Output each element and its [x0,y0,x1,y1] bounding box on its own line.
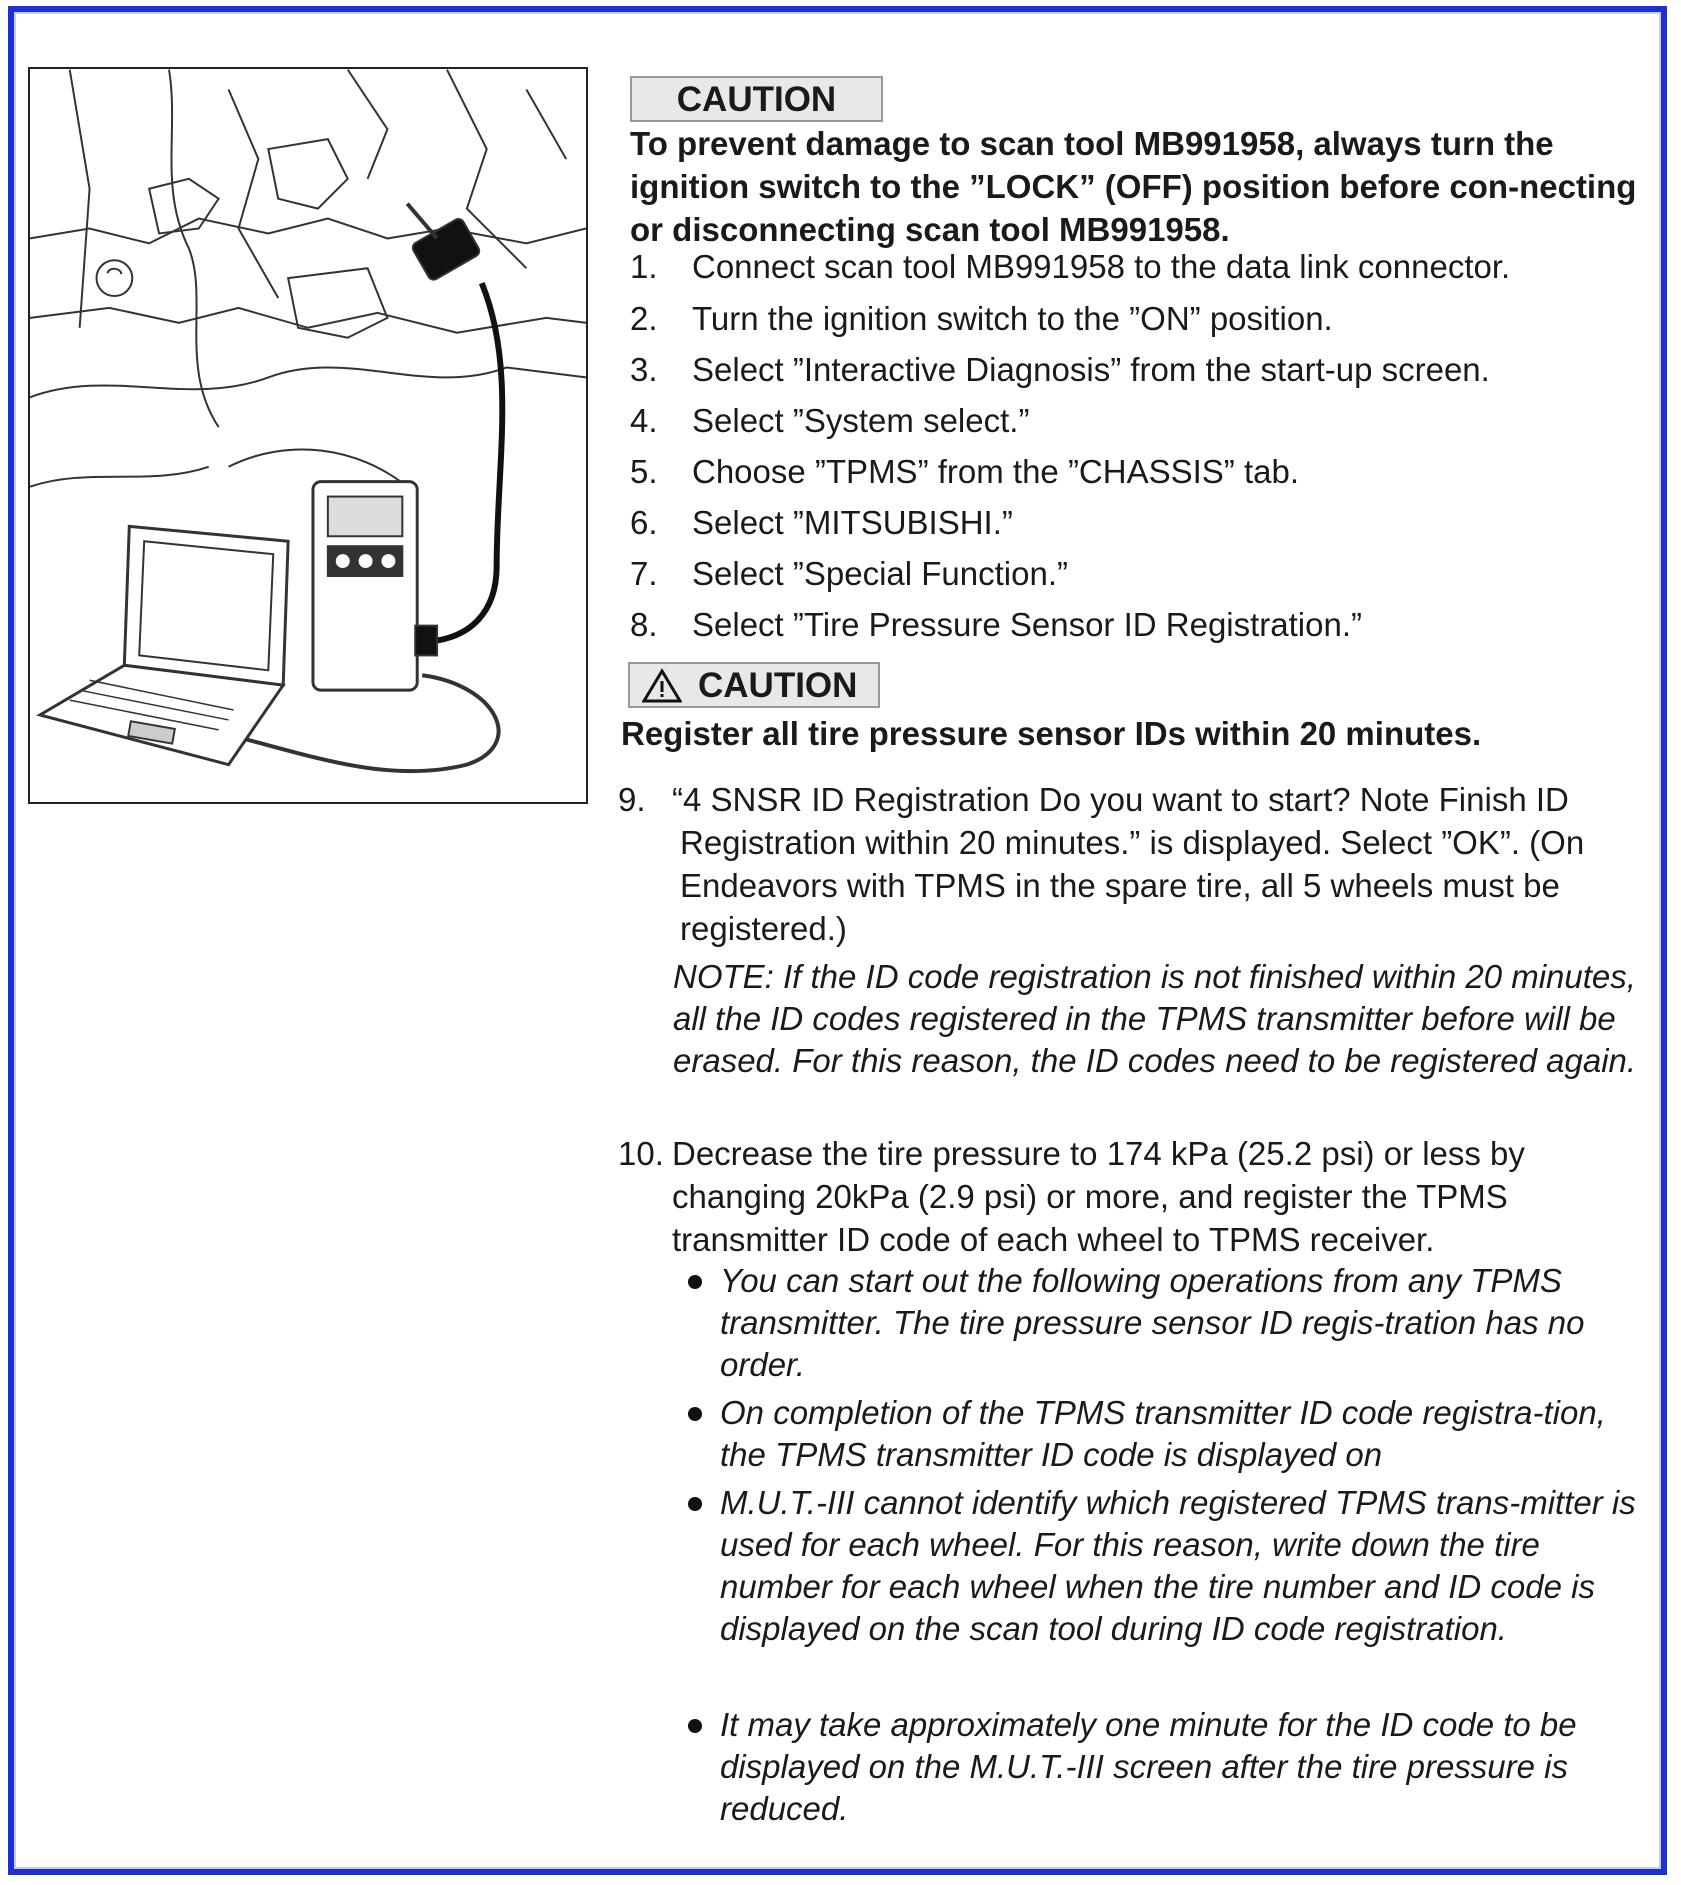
illustration-drawing [30,69,586,802]
caution-text-1: To prevent damage to scan tool MB991958, always turn the ignition switch to the ”LOCK” (OFF) position before con-necting or disconnecting scan tool MB991958. [630,125,1637,248]
note-paragraph: NOTE: If the ID code registration is not finished within 20 minutes, all the ID codes registered in the TPMS transmitter before will be erased. For this reason, the ID codes need to be registered again. [673,958,1637,1079]
bullet-dot-icon [688,1407,702,1421]
bullet-dot-icon [688,1497,702,1511]
caution-heading-2 [628,662,880,708]
scan-tool-connection-illustration [28,67,588,804]
warning-triangle-icon [642,668,682,704]
caution-heading-1 [630,76,883,122]
caution-text-2: Register all tire pressure sensor IDs within 20 minutes. [621,715,1482,752]
bullet-dot-icon [688,1275,702,1289]
caution-label-2: CAUTION [698,666,858,705]
caution-label-1: CAUTION [676,80,837,119]
bullet-dot-icon [688,1719,702,1733]
